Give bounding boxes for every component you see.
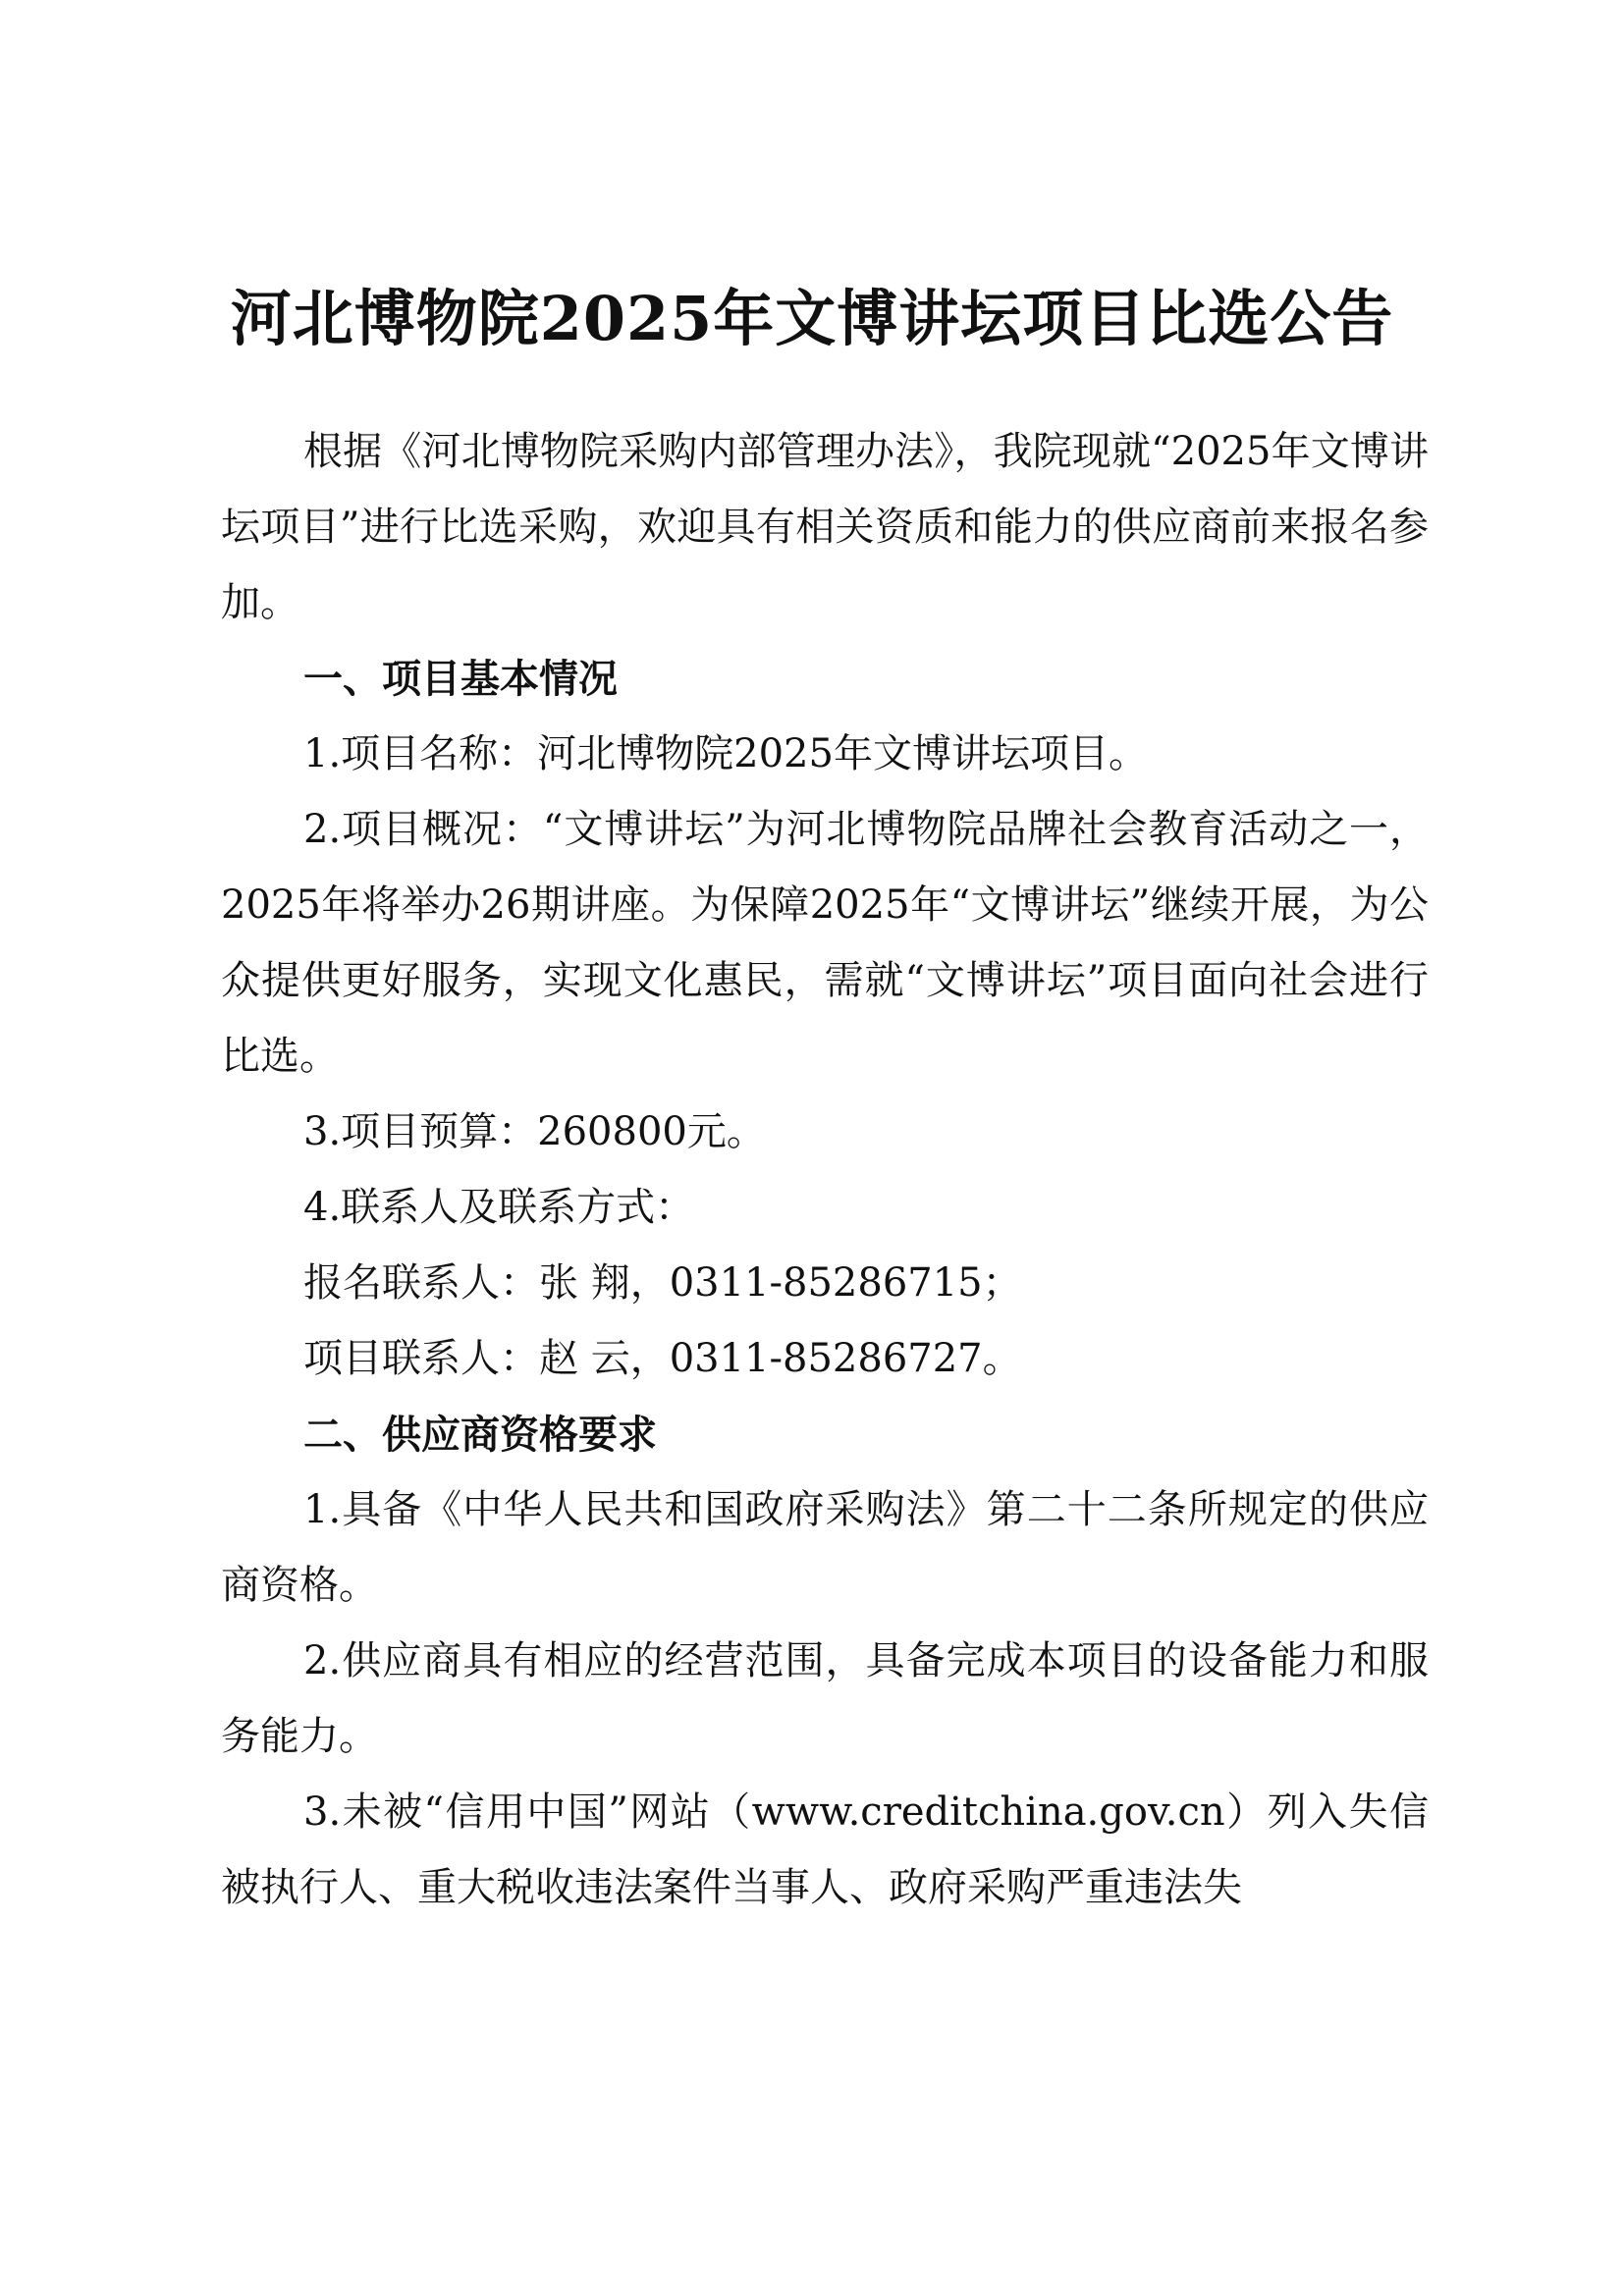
- document-title: 河北博物院2025年文博讲坛项目比选公告: [230, 283, 1394, 354]
- document-body: [221, 414, 1429, 1926]
- section-heading-project-overview: 一、项目基本情况: [303, 656, 618, 702]
- requirement-item-3: 3.未被“信用中国”网站（www.creditchina.gov.cn）列入失信被执行人、重大税收违法案件当事人、政府采购严重违法失: [221, 1789, 1429, 1910]
- requirement-item-1: 1.具备《中华人民共和国政府采购法》第二十二条所规定的供应商资格。: [221, 1487, 1429, 1608]
- project-name-item: 1.项目名称：河北博物院2025年文博讲坛项目。: [303, 731, 1148, 776]
- section-heading-supplier-requirements: 二、供应商资格要求: [303, 1412, 657, 1458]
- project-budget-item: 3.项目预算：260800元。: [303, 1109, 766, 1154]
- requirement-item-2: 2.供应商具有相应的经营范围，具备完成本项目的设备能力和服务能力。: [221, 1638, 1429, 1759]
- intro-paragraph: 根据《河北博物院采购内部管理办法》，我院现就“2025年文博讲坛项目”进行比选采购，欢迎具有相关资质和能力的供应商前来报名参加。: [221, 429, 1429, 625]
- registration-contact-line: 报名联系人：张 翔，0311-85286715；: [303, 1260, 1022, 1306]
- project-summary-item: 2.项目概况：“文博讲坛”为河北博物院品牌社会教育活动之一，2025年将举办26期讲座。为保障2025年“文博讲坛”继续开展，为公众提供更好服务，实现文化惠民，需就“文博讲坛”项目面向社会进行比选。: [221, 807, 1429, 1079]
- project-contact-line: 项目联系人：赵 云，0311-85286727。: [303, 1336, 1022, 1381]
- contact-info-item: 4.联系人及联系方式：: [303, 1185, 695, 1230]
